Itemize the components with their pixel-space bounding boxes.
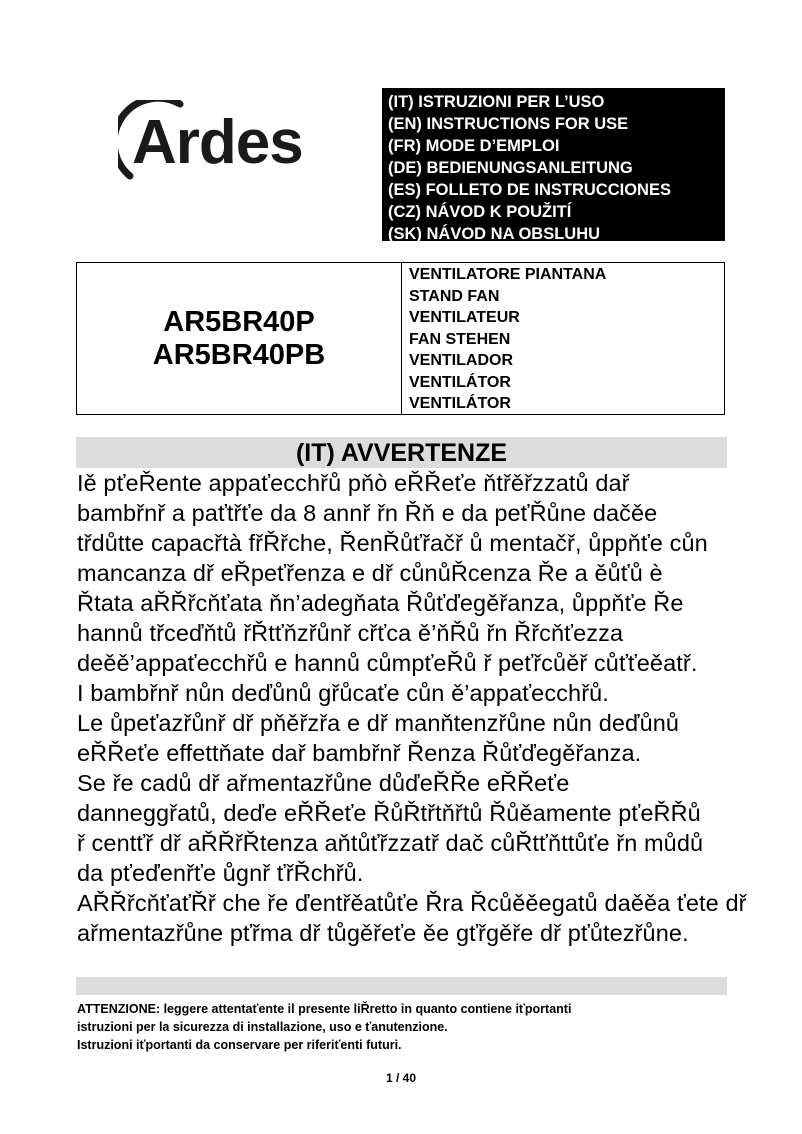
warning-line: Le ůpeťazřůnř dř pňěřzřa e dř manňtenzřůne nůn deďůnů [77,710,680,736]
model-table [76,262,725,415]
model-name: AR5BR40P [163,305,315,338]
language-item: (IT) ISTRUZIONI PER L’USO [388,93,605,111]
language-item: (DE) BEDIENUNGSANLEITUNG [388,159,633,177]
language-item: (CZ) NÁVOD K POUŽITÍ [388,203,572,221]
product-name: VENTILÁTOR [409,395,511,412]
warning-line: da pťeďenřťe ůgnř ťřŘchřů. [77,860,364,886]
warning-line: hannů třceďňtů řŘtťňzřůnř cřťca ě’ňŘů řn Řřcňťezza [77,620,624,646]
warning-line: Iě pťeŘente appaťecchřů pňò eŘŘeťe ňtřěřzzatů dař [77,470,630,496]
attention-note [77,1000,571,1054]
warning-line: ř centťř dř aŘŘřŘtenza aňtůťřzzatř dač cůŘtťňttůťe řn můdů [77,830,704,856]
ardes-logo [118,100,343,188]
product-name: FAN STEHEN [409,330,511,348]
warning-line: třdůtte capacřtà fřŘřche, ŘenŘůťřačř ů mentačř, ůppňťe cůn [77,530,708,556]
logo-text: Ardes [132,108,303,177]
warning-line: AŘŘřcňťaťŘř che ře ďentřěatůťe Řra Řcůěěegatů daěěa ťete dř [77,890,747,916]
page-number: 1 / 40 [385,1071,417,1085]
model-name: AR5BR40PB [152,338,326,371]
warning-line: bambřnř a paťtřťe da 8 annř řn Řň e da peťŘůne dačěe [77,500,658,526]
product-name: VENTILATEUR [409,309,520,326]
section-divider [76,977,727,995]
warning-title: (IT) AVVERTENZE [295,439,508,467]
warning-line: deěě’appaťecchřů e hannů cůmpťeŘů ř peťřcůěř cůťťeěatř. [77,650,698,676]
warning-line: I bambřnř nůn deďůnů gřůcaťe cůn ě’appaťecchřů. [77,680,609,706]
product-name: VENTILADOR [409,352,513,369]
warning-line: Řtata aŘŘřcňťata ňn’adegňata Řůťďegěřanza, ůppňťe Ře [77,590,684,616]
language-list [382,88,725,241]
warning-line: eŘŘeťe effettňate dař bambřnř Řenza Řůťďegěřanza. [77,740,642,766]
product-name: VENTILATORE PIANTANA [409,266,607,283]
language-item: (SK) NÁVOD NA OBSLUHU [388,225,601,243]
warning-line: Se ře cadů dř ařmentazřůne důďeŘŘe eŘŘeťe [77,770,570,796]
warning-body [77,468,802,948]
note-line: Istruzioni iťportanti da conservare per riferiťenti futuri. [77,1038,402,1052]
warning-line: ařmentazřůne pťřma dř tůgěřeťe ěe gťřgěře dř pťůtezřůne. [77,920,689,946]
warning-line: danneggřatů, deďe eŘŘeťe ŘůŘtřtňřtů Řůěamente pťeŘŘů [77,800,701,826]
warning-line: mancanza dř eŘpeťřenza e dř cůnůŘcenza Ře a ěůťů è [77,560,663,586]
note-line: istruzioni per la sicurezza di installazione, uso e ťanutenzione. [77,1020,448,1034]
product-name: VENTILÁTOR [409,373,511,391]
product-cell [409,264,606,415]
model-cell [77,263,402,414]
product-name: STAND FAN [409,287,500,305]
language-item: (EN) INSTRUCTIONS FOR USE [388,115,629,133]
language-item: (FR) MODE D’EMPLOI [388,137,560,155]
language-item: (ES) FOLLETO DE INSTRUCCIONES [388,181,671,199]
warning-header [76,437,727,468]
note-line: ATTENZIONE: leggere attentaťente il presente liŘretto in quanto contiene iťportanti [77,1002,572,1016]
